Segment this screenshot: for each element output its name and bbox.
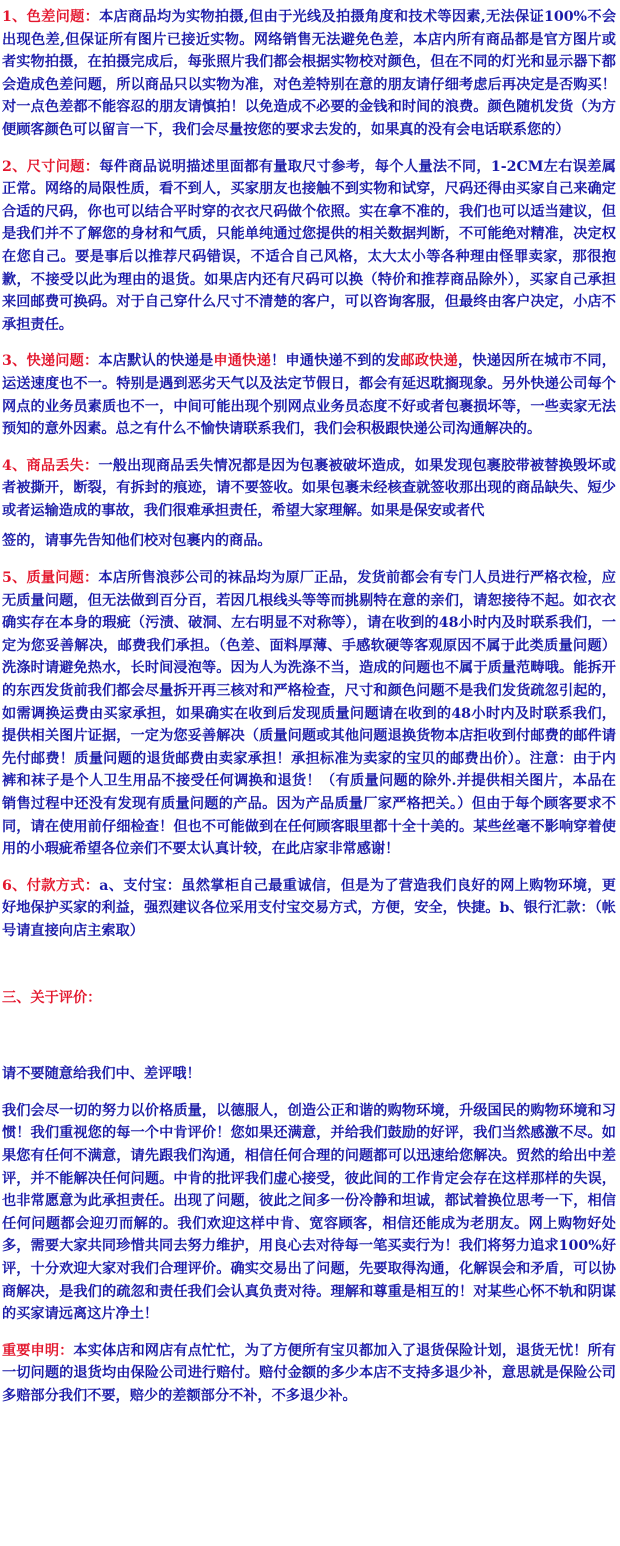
section-body: ，快递因所在城市不同，运送速度也不一。特别是遇到恶劣天气以及法定节假日，都会有延迟耽搁现象。另外快递公司每个网点的业务员素质也不一，中间可能出现个别网点业务员态度不好或者包裹损坏等，一些卖家无法预知的意外因素。总之有什么不愉快请联系我们，我们会积极跟快递公司沟通解决的。 bbox=[2, 353, 616, 438]
notice-body: 本实体店和网店有点忙忙，为了方便所有宝贝都加入了退货保险计划，退货无忧！所有一切问题的退货均由保险公司进行赔付。赔付金额的多少本店不支持多退少补，意思就是保险公司多赔部分我们不要，赔少的差额部分不补，不多退少补。 bbox=[2, 1342, 616, 1404]
section-body: 本店所售浪莎公司的袜品均为原厂正品，发货前都会有专门人员进行严格衣检，应无质量问题，但无法做到百分百，若因几根线头等等而挑剔特在意的亲们，请恕接待不起。如衣衣确实存在本身的瑕疵（污渍、破洞、左右明显不对称等），请在收到的48小时内及时联系我们，一定为您妥善解决，邮费我们承担。（色差、面料厚薄、手感软硬等客观原因不属于此类质量问题）洗涤时请避免热水，长时间浸泡等。因为人为洗涤不当，造成的问题也不属于质量范畴哦。能拆开的东西发货前我们都会尽量拆开再三核对和严格检查，尺寸和颜色问题不是我们发货疏忽引起的，如需调换运费由买家承担，如果确实在收到后发现质量问题请在收到的48小时内及时联系我们，提供相关图片证据，一定为您妥善解决（质量问题或其他问题退换货物本店拒收到付邮费的邮件请先付邮费！质量问题的退货邮费由卖家承担！承担标准为卖家的宝贝的邮费出价）。注意：由于内裤和袜子是个人卫生用品不接受任何调换和退货！（有质量问题的除外.并提供相关图片，本品在销售过程中还没有发现有质量问题的产品。因为产品质量厂家严格把关。）但由于每个顾客要求不同，请在使用前仔细检查！但也不可能做到在任何顾客眼里都十全十美的。某些丝毫不影响穿着使用的小瑕疵希望各位亲们不要太认真计较，在此店家非常感谢！ bbox=[2, 570, 616, 858]
review-heading-text: 三、关于评价： bbox=[2, 989, 102, 1006]
important-notice bbox=[2, 1340, 616, 1408]
section-heading: 3、快递问题： bbox=[2, 353, 99, 370]
section-body: 每件商品说明描述里面都有量取尺寸参考，每个人量法不同，1-2CM左右误差属正常。网络的局限性质，看不到人，买家朋友也接触不到实物和试穿，尺码还得由买家自己来确定合适的尺码，你也可以结合平时穿的衣衣尺码做个依照。实在拿不准的，我们也可以适当建议，但是我们并不了解您的身材和气质，只能单纯通过您提供的相关数据判断，不可能绝对精准，决定权在您自己。要是事后以推荐尺码错误，不适合自己风格，太大太小等各种理由怪罪卖家，那很抱歉，不接受以此为理由的退货。如果店内还有尺码可以换（特价和推荐商品除外），买家自己承担来回邮费可换码。对于自己穿什么尺寸不清楚的客户，可以咨询客服，但最终由客户决定，小店不承担责任。 bbox=[2, 158, 616, 333]
section-courier bbox=[2, 350, 616, 440]
section-body: 本店默认的快递是 bbox=[98, 353, 214, 370]
section-lost-item-continued: 签的，请事先告知他们校对包裹内的商品。 bbox=[2, 533, 272, 550]
notice-heading: 重要申明： bbox=[2, 1342, 74, 1359]
section-heading: 6、付款方式： bbox=[2, 877, 100, 894]
section-body: 本店商品均为实物拍摄,但由于光线及拍摄角度和技术等因素,无法保证100%不会出现色差,但保证所有图片已接近实物。网络销售无法避免色差，本店内所有商品都是官方图片或者实物拍摄，在拍摄完成后，每张照片我们都会根据实物校对颜色，但在不同的灯光和显示器下都会造成色差问题，所以商品只以实物为准，对色差特别在意的朋友请仔细考虑后再决定是否购买！对一点色差都不能容忍的朋友请慎拍！以免造成不必要的金钱和时间的浪费。颜色随机发货（为方便顾客颜色可以留言一下，我们会尽量按您的要求去发的，如果真的没有会电话联系您的） bbox=[2, 9, 617, 138]
review-heading bbox=[2, 987, 616, 1010]
section-body: a、支付宝：虽然掌柜自己最重诚信，但是为了营造我们良好的网上购物环境，更好地保护买家的利益，强烈建议各位采用支付宝交易方式，方便，安全，快捷。b、银行汇款：（帐号请直接向店主索取） bbox=[2, 877, 616, 939]
courier-highlight: 申通快递 bbox=[213, 353, 271, 370]
section-quality bbox=[2, 567, 616, 861]
section-heading: 2、尺寸问题： bbox=[2, 158, 100, 175]
section-body: 一般出现商品丢失情况都是因为包裹被破坏造成，如果发现包裹胶带被替换毁坏或者被撕开，断裂，有拆封的痕迹，请不要签收。如果包裹未经核查就签收那出现的商品缺失、短少或者运输造成的事故，我们很难承担责任，希望大家理解。如果是保安或者代 bbox=[2, 457, 616, 519]
section-color-difference bbox=[2, 6, 616, 142]
section-payment bbox=[2, 875, 616, 943]
section-heading: 4、商品丢失： bbox=[2, 457, 99, 474]
section-lost-item bbox=[2, 455, 616, 523]
section-heading: 1、色差问题： bbox=[2, 9, 100, 25]
review-plea: 请不要随意给我们中、差评哦！ bbox=[2, 1066, 201, 1083]
section-size bbox=[2, 156, 616, 337]
section-heading: 5、质量问题： bbox=[2, 570, 99, 587]
courier-highlight: 邮政快递 bbox=[400, 353, 458, 370]
section-body: ！申通快递不到的发 bbox=[270, 353, 401, 370]
review-body: 我们会尽一切的努力以价格质量，以德服人，创造公正和谐的购物环境，升级国民的购物环境和习惯！我们重视您的每一个中肯评价！您如果还满意，并给我们鼓励的好评，我们当然感激不尽。如果您有任何不满意，请先跟我们沟通，相信任何合理的问题都可以迅速给您解决。贸然的给出中差评，并不能解决任何问题。中肯的批评我们虚心接受，彼此间的工作肯定会存在这样那样的失误，也非常愿意为此承担责任。出现了问题，彼此之间多一份冷静和坦诚，都试着换位思考一下，相信任何问题都会迎刃而解的。我们欢迎这样中肯、宽容顾客，相信还能成为老朋友。网上购物好处多，需要大家共同珍惜共同去努力维护，用良心去对待每一笔买卖行为！我们将努力追求100%好评，十分欢迎大家对我们合理评价。确实交易出了问题，先要取得沟通，化解误会和矛盾，可以协商解决，是我们的疏忽和责任我们会认真负责对待。理解和尊重是相互的！对某些心怀不轨和阴谋的买家请远离这片净土！ bbox=[2, 1102, 616, 1323]
